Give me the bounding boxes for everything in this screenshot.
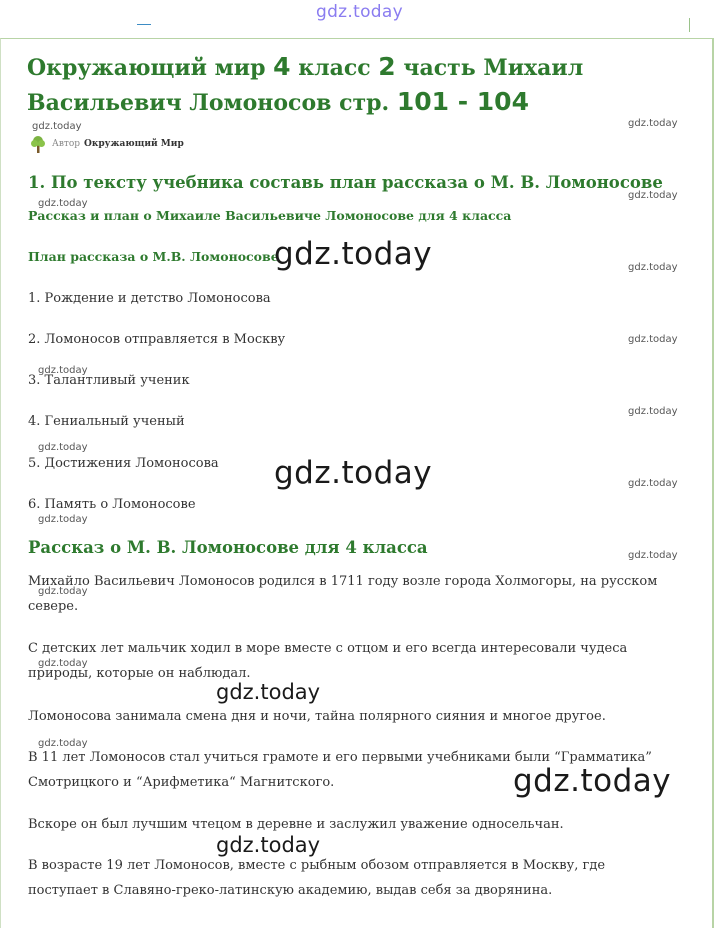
watermark-small: gdz.today	[38, 738, 88, 749]
page-title: Окружающий мир 4 класс 2 часть Михаил Васильевич Ломоносов стр. 101 - 104	[27, 52, 584, 116]
author-label: Автор	[52, 139, 81, 149]
tree-icon	[28, 134, 48, 154]
header-divider-left	[137, 24, 151, 25]
header-divider-right	[689, 18, 690, 32]
plan-item: 3. Талантливый ученик	[28, 373, 190, 388]
watermark-small: gdz.today	[628, 478, 678, 489]
site-logo[interactable]: gdz.today	[316, 2, 403, 22]
story-heading: Рассказ о М. В. Ломоносове для 4 класса	[28, 538, 428, 557]
plan-item: 4. Гениальный ученый	[28, 414, 185, 429]
story-paragraph: Михайло Васильевич Ломоносов родился в 1711 году возле города Холмогоры, на русском севере.	[28, 574, 658, 614]
plan-item: 2. Ломоносов отправляется в Москву	[28, 332, 286, 347]
watermark-small: gdz.today	[628, 118, 678, 129]
watermark-small: gdz.today	[628, 406, 678, 417]
watermark-large: gdz.today	[274, 236, 433, 272]
watermark-large: gdz.today	[513, 763, 672, 799]
author-name[interactable]: Окружающий Мир	[84, 139, 184, 149]
story-paragraph: В возрасте 19 лет Ломоносов, вместе с рыбным обозом отправляется в Москву, где поступает в Славяно-греко-латинскую академию, выдав себя за дворянина.	[28, 858, 606, 898]
watermark-small: gdz.today	[38, 586, 88, 597]
story-paragraph: Вскоре он был лучшим чтецом в деревне и заслужил уважение односельчан.	[28, 817, 564, 832]
watermark-small: gdz.today	[628, 190, 678, 201]
watermark-small: gdz.today	[38, 514, 88, 525]
watermark-small: gdz.today	[628, 334, 678, 345]
watermark-small: gdz.today	[32, 121, 82, 132]
watermark-medium: gdz.today	[216, 680, 321, 704]
watermark-small: gdz.today	[38, 658, 88, 669]
story-paragraph: В 11 лет Ломоносов стал учиться грамоте и его первыми учебниками были “Грамматика” Смотрицкого и “Арифметика“ Магнитского.	[28, 750, 652, 790]
watermark-small: gdz.today	[38, 198, 88, 209]
plan-item: 5. Достижения Ломоносова	[28, 456, 219, 471]
watermark-small: gdz.today	[628, 262, 678, 273]
watermark-small: gdz.today	[628, 550, 678, 561]
watermark-small: gdz.today	[38, 365, 88, 376]
story-paragraph: С детских лет мальчик ходил в море вместе с отцом и его всегда интересовали чудеса природы, которые он наблюдал.	[28, 641, 628, 681]
plan-item: 6. Память о Ломоносове	[28, 497, 196, 512]
task-heading: 1. По тексту учебника составь план рассказа о М. В. Ломоносове	[28, 173, 663, 192]
plan-title: План рассказа о М.В. Ломоносове	[28, 249, 279, 264]
watermark-large: gdz.today	[274, 455, 433, 491]
task-subheading: Рассказ и план о Михаиле Васильевиче Ломоносове для 4 класса	[28, 208, 512, 223]
watermark-small: gdz.today	[38, 442, 88, 453]
author-byline	[28, 134, 184, 154]
story-paragraph: Ломоносова занимала смена дня и ночи, тайна полярного сияния и многое другое.	[28, 709, 606, 724]
site-header	[0, 0, 718, 38]
plan-item: 1. Рождение и детство Ломоносова	[28, 291, 271, 306]
watermark-medium: gdz.today	[216, 833, 321, 857]
